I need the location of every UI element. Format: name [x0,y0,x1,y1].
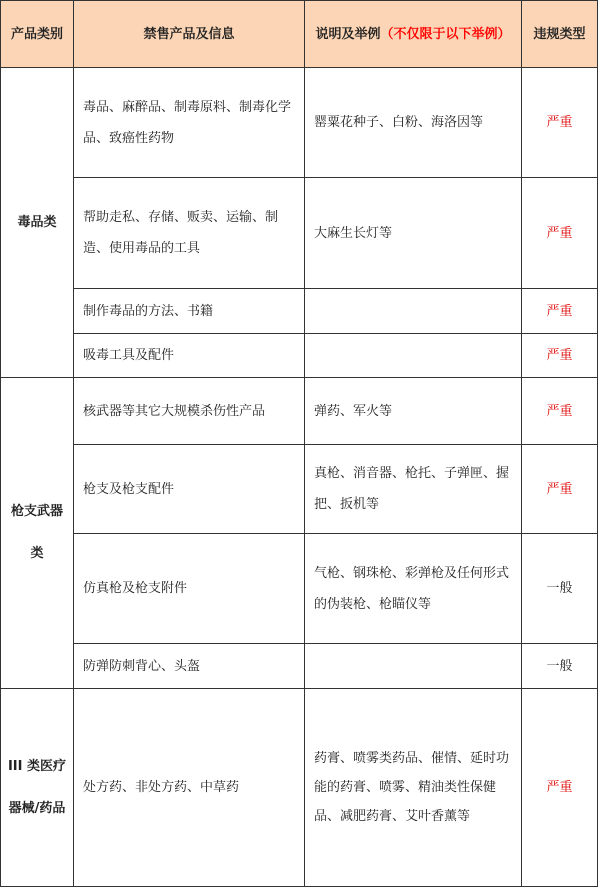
violation-cell: 严重 [522,334,598,378]
violation-cell: 一般 [522,644,598,689]
product-cell: 处方药、非处方药、中草药 [74,689,305,887]
product-cell: 制作毒品的方法、书籍 [74,289,305,334]
header-product: 禁售产品及信息 [74,1,305,68]
example-cell: 弹药、军火等 [305,378,522,445]
table-row [1,378,598,445]
header-example [305,1,522,68]
table-row [1,68,598,178]
table-row [1,689,598,887]
product-cell: 防弹防刺背心、头盔 [74,644,305,689]
violation-cell: 严重 [522,68,598,178]
violation-cell: 一般 [522,534,598,644]
example-cell: 罂粟花种子、白粉、海洛因等 [305,68,522,178]
header-example-note: （不仅限于以下举例） [380,26,511,42]
table-row [1,534,598,644]
category-cell: 枪支武器类 [1,378,74,689]
example-cell [305,289,522,334]
table-row [1,289,598,334]
product-cell: 枪支及枪支配件 [74,445,305,534]
violation-cell: 严重 [522,178,598,289]
table-row [1,644,598,689]
example-cell [305,644,522,689]
header-category: 产品类别 [1,1,74,68]
product-cell: 吸毒工具及配件 [74,334,305,378]
violation-cell: 严重 [522,689,598,887]
header-row [1,1,598,68]
violation-cell: 严重 [522,289,598,334]
product-cell: 帮助走私、存储、贩卖、运输、制造、使用毒品的工具 [74,178,305,289]
violation-cell: 严重 [522,445,598,534]
product-cell: 核武器等其它大规模杀伤性产品 [74,378,305,445]
header-example-prefix: 说明及举例 [315,26,381,42]
header-violation: 违规类型 [522,1,598,68]
example-cell: 大麻生长灯等 [305,178,522,289]
table-row [1,334,598,378]
product-cell: 毒品、麻醉品、制毒原料、制毒化学品、致癌性药物 [74,68,305,178]
violation-cell: 严重 [522,378,598,445]
category-cell: 毒品类 [1,68,74,378]
example-cell: 气枪、钢珠枪、彩弹枪及任何形式的伪装枪、枪瞄仪等 [305,534,522,644]
example-cell [305,334,522,378]
table-row [1,178,598,289]
table-row [1,445,598,534]
product-cell: 仿真枪及枪支附件 [74,534,305,644]
category-cell: III 类医疗器械/药品 [1,689,74,887]
example-cell: 药膏、喷雾类药品、催情、延时功能的药膏、喷雾、精油类性保健品、减肥药膏、艾叶香薰等 [305,689,522,887]
example-cell: 真枪、消音器、枪托、子弹匣、握把、扳机等 [305,445,522,534]
